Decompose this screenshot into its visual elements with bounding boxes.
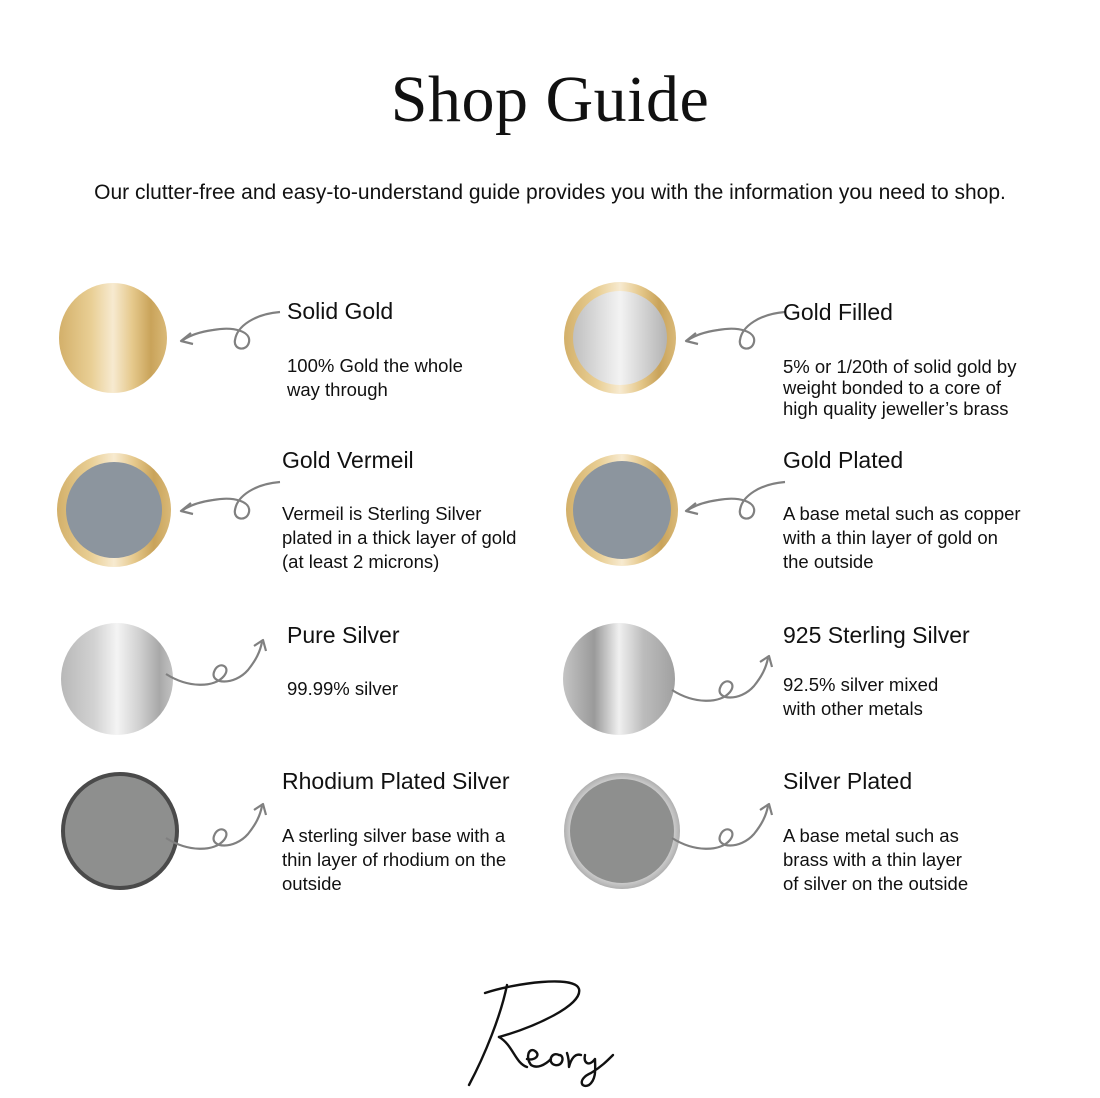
item-description: 99.99% silver [287, 678, 399, 699]
item-description: 100% Gold the whole way through [287, 355, 463, 400]
item-name: Gold Filled [783, 299, 893, 325]
item-description: 92.5% silver mixed with other metals [783, 674, 939, 719]
curly-arrow-icon [668, 796, 778, 856]
item-name: Rhodium Plated Silver [282, 768, 510, 794]
solid-gold-swatch [58, 282, 168, 394]
item-name: Silver Plated [783, 768, 913, 794]
item-description: A sterling silver base with a thin layer of rhodium on the outside [282, 825, 507, 894]
sterling-silver-swatch [562, 622, 676, 736]
item-description: 5% or 1/20th of solid gold by weight bonded to a core of high quality jeweller’s brass [783, 356, 1017, 419]
silver-plated-swatch [562, 771, 682, 891]
guide-item-pure-silver [40, 612, 580, 762]
item-name: Gold Vermeil [282, 447, 414, 473]
curly-arrow-icon [680, 304, 790, 364]
item-name: Gold Plated [783, 447, 904, 473]
item-description: A base metal such as copper with a thin layer of gold on the outside [783, 503, 1021, 572]
pure-silver-swatch [60, 622, 174, 736]
item-description: A base metal such as brass with a thin layer of silver on the outside [783, 825, 969, 894]
guide-item-gold-vermeil [40, 440, 580, 590]
guide-item-gold-filled [540, 270, 1080, 420]
signature-logo [455, 975, 625, 1098]
guide-item-rhodium-plated [40, 760, 580, 910]
curly-arrow-icon [175, 474, 285, 534]
item-name: Pure Silver [287, 622, 400, 648]
curly-arrow-icon [175, 304, 285, 364]
curly-arrow-icon [162, 632, 272, 692]
item-name: 925 Sterling Silver [783, 622, 970, 648]
guide-item-solid-gold [40, 270, 580, 420]
guide-item-gold-plated [540, 440, 1080, 590]
gold-filled-swatch [563, 281, 677, 395]
guide-item-silver-plated [540, 760, 1080, 910]
item-description: Vermeil is Sterling Silver plated in a thick layer of gold (at least 2 microns) [282, 503, 517, 572]
gold-vermeil-swatch [56, 452, 172, 568]
item-name: Solid Gold [287, 298, 394, 324]
curly-arrow-icon [668, 648, 778, 708]
gold-plated-swatch [565, 453, 679, 567]
page-title: Shop Guide [390, 63, 710, 136]
curly-arrow-icon [680, 474, 790, 534]
guide-item-sterling-silver [540, 612, 1080, 762]
curly-arrow-icon [162, 796, 272, 856]
page-subtitle: Our clutter-free and easy-to-understand guide provides you with the information you need to shop. [94, 181, 1006, 204]
